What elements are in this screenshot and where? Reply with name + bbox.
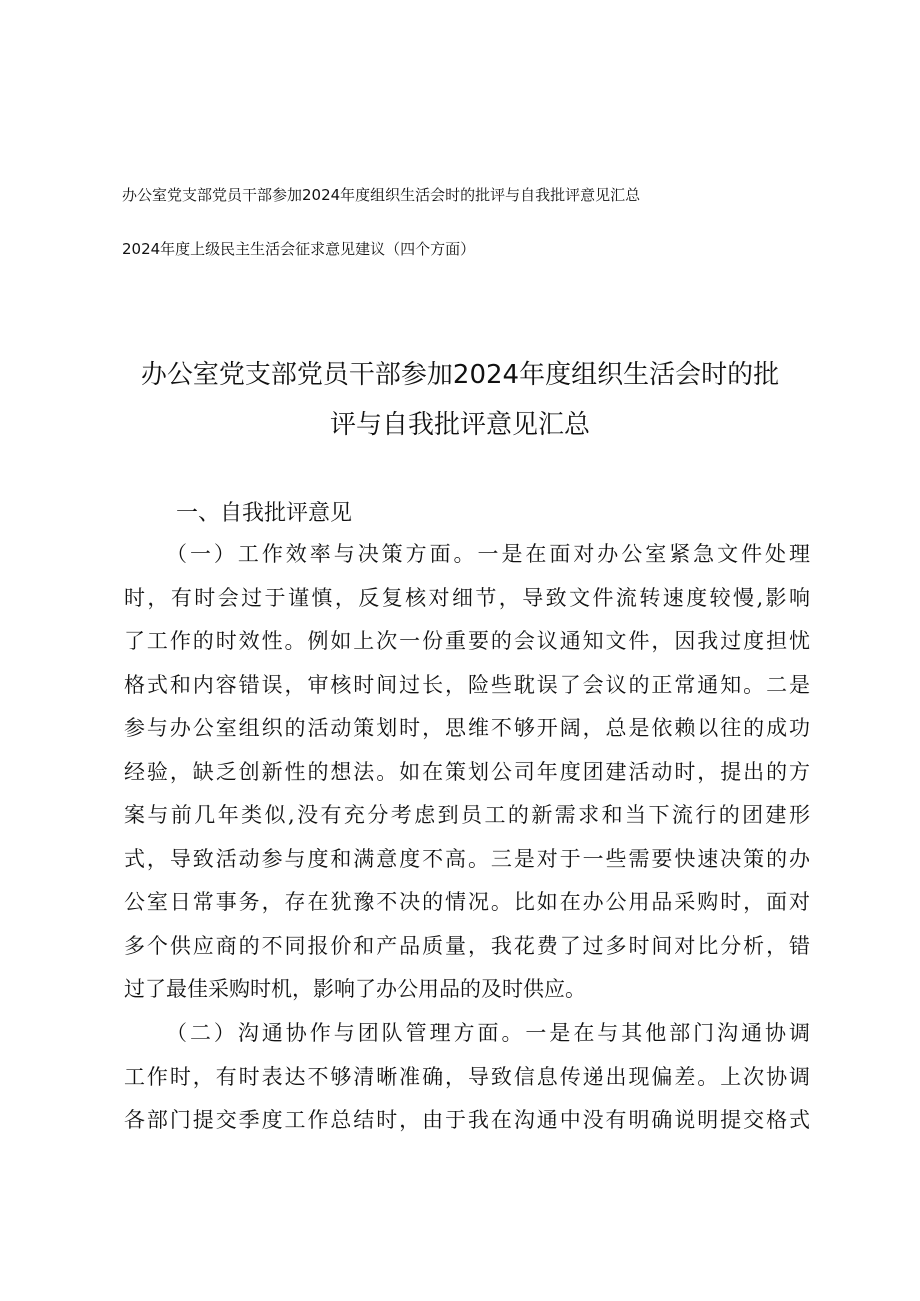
section-heading-self-criticism: 一、自我批评意见 [176, 501, 353, 526]
paragraph-line: 格式和内容错误，审核时间过长，险些耽误了会议的正常通知。二是 [124, 672, 810, 697]
paragraph-line: 时，有时会过于谨慎，反复核对细节，导致文件流转速度较慢,影响 [124, 585, 810, 610]
toc-entry-2[interactable]: 2024年度上级民主生活会征求意见建议（四个方面） [122, 240, 476, 258]
paragraph-communication [124, 1012, 810, 1143]
toc-entry-1[interactable]: 办公室党支部党员干部参加2024年度组织生活会时的批评与自我批评意见汇总 [122, 186, 641, 204]
paragraph-line: 多个供应商的不同报价和产品质量，我花费了过多时间对比分析，错 [124, 933, 810, 958]
paragraph-line: 各部门提交季度工作总结时，由于我在沟通中没有明确说明提交格式 [124, 1108, 810, 1132]
paragraph-line: 过了最佳采购时机，影响了办公用品的及时供应。 [124, 977, 586, 1001]
paragraph-line: 参与办公室组织的活动策划时，思维不够开阔，总是依赖以往的成功 [124, 716, 810, 740]
paragraph-line: 公室日常事务，存在犹豫不决的情况。比如在办公用品采购时，面对 [124, 890, 810, 914]
document-title [110, 350, 810, 450]
document-title-line-1: 办公室党支部党员干部参加2024年度组织生活会时的批 [140, 360, 780, 390]
paragraph-line: 了工作的时效性。例如上次一份重要的会议通知文件，因我过度担忧 [124, 629, 810, 653]
paragraph-line: 经验，缺乏创新性的想法。如在策划公司年度团建活动时，提出的方 [124, 759, 810, 784]
paragraph-work-efficiency [124, 533, 810, 1012]
paragraph-line: 工作时，有时表达不够清晰准确，导致信息传递出现偏差。上次协调 [124, 1064, 810, 1089]
document-title-line-2: 评与自我批评意见汇总 [329, 410, 590, 440]
paragraph-line: （二）沟通协作与团队管理方面。一是在与其他部门沟通协调 [166, 1021, 810, 1045]
paragraph-line: 式，导致活动参与度和满意度不高。三是对于一些需要快速决策的办 [124, 846, 810, 871]
paragraph-line: 案与前几年类似,没有充分考虑到员工的新需求和当下流行的团建形 [124, 803, 810, 827]
paragraph-line: （一）工作效率与决策方面。一是在面对办公室紧急文件处理 [166, 542, 810, 566]
